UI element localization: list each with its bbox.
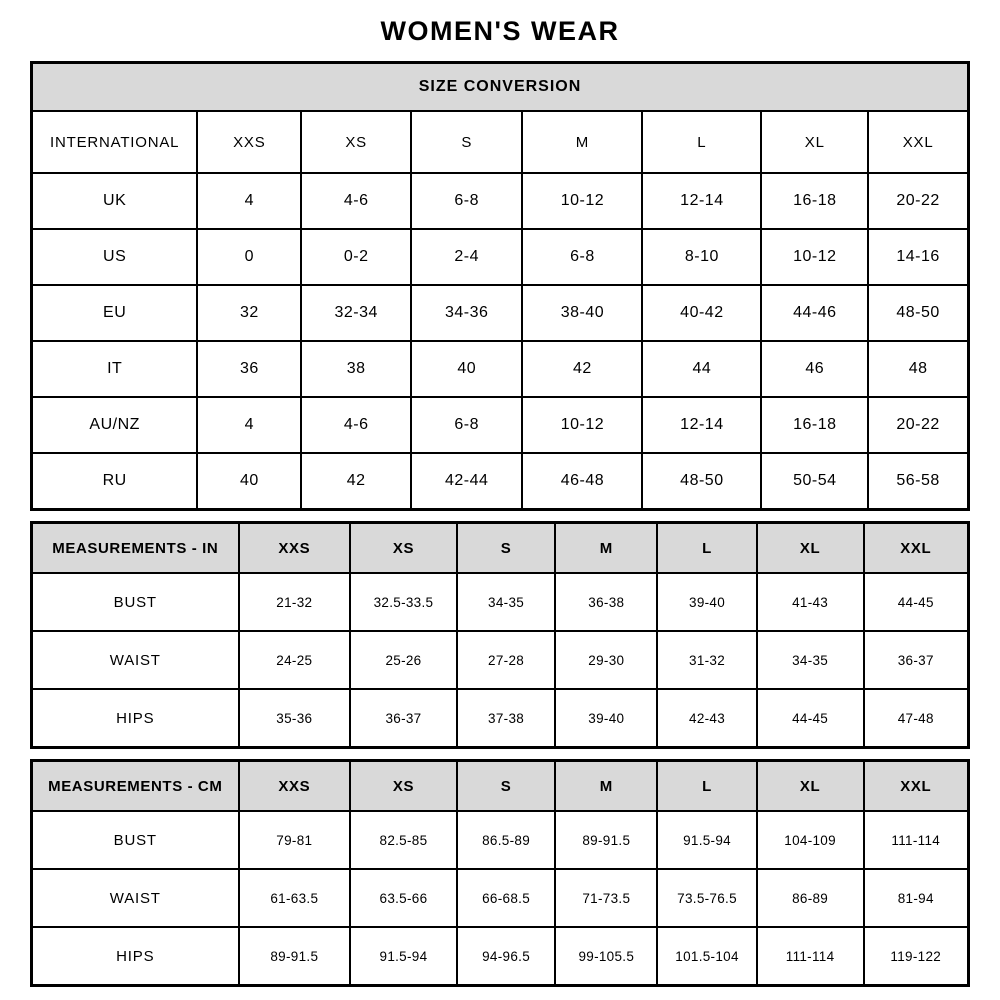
table-row bbox=[32, 229, 969, 285]
column-header: XXL bbox=[868, 111, 968, 173]
size-value: 46 bbox=[761, 341, 868, 397]
measurements-cm-table bbox=[30, 759, 970, 987]
size-value: 50-54 bbox=[761, 453, 868, 510]
measurement-value: 47-48 bbox=[864, 689, 969, 748]
measurement-value: 81-94 bbox=[864, 869, 969, 927]
size-value: 10-12 bbox=[761, 229, 868, 285]
column-header: XS bbox=[301, 111, 411, 173]
measurement-value: 36-38 bbox=[555, 573, 657, 631]
size-value: 20-22 bbox=[868, 173, 968, 229]
size-value: 38 bbox=[301, 341, 411, 397]
measurement-value: 34-35 bbox=[457, 573, 555, 631]
row-label: RU bbox=[32, 453, 198, 510]
table-row bbox=[32, 341, 969, 397]
size-value: 44 bbox=[642, 341, 761, 397]
size-value: 34-36 bbox=[411, 285, 523, 341]
size-value: 4-6 bbox=[301, 173, 411, 229]
spacer bbox=[30, 749, 970, 759]
measurement-value: 119-122 bbox=[864, 927, 969, 986]
row-label: BUST bbox=[32, 573, 239, 631]
size-value: 40-42 bbox=[642, 285, 761, 341]
size-value: 32-34 bbox=[301, 285, 411, 341]
measurement-value: 111-114 bbox=[864, 811, 969, 869]
table-row bbox=[32, 285, 969, 341]
measurements-in-table bbox=[30, 521, 970, 749]
size-value: 44-46 bbox=[761, 285, 868, 341]
size-value: 12-14 bbox=[642, 173, 761, 229]
measurement-value: 32.5-33.5 bbox=[350, 573, 457, 631]
column-header: S bbox=[457, 761, 555, 812]
measurement-value: 89-91.5 bbox=[555, 811, 657, 869]
measurement-value: 21-32 bbox=[239, 573, 351, 631]
size-value: 48-50 bbox=[642, 453, 761, 510]
size-value: 40 bbox=[411, 341, 523, 397]
table-row bbox=[32, 869, 969, 927]
column-header: L bbox=[657, 523, 756, 574]
measurement-value: 104-109 bbox=[757, 811, 864, 869]
size-value: 0 bbox=[197, 229, 301, 285]
size-value: 6-8 bbox=[411, 173, 523, 229]
size-value: 2-4 bbox=[411, 229, 523, 285]
row-label: WAIST bbox=[32, 631, 239, 689]
measurement-value: 36-37 bbox=[864, 631, 969, 689]
column-header: M bbox=[555, 523, 657, 574]
row-label: WAIST bbox=[32, 869, 239, 927]
table-row bbox=[32, 453, 969, 510]
measurement-value: 44-45 bbox=[757, 689, 864, 748]
measurement-value: 27-28 bbox=[457, 631, 555, 689]
measurement-value: 34-35 bbox=[757, 631, 864, 689]
measurement-value: 66-68.5 bbox=[457, 869, 555, 927]
size-value: 48 bbox=[868, 341, 968, 397]
size-value: 12-14 bbox=[642, 397, 761, 453]
column-header: L bbox=[657, 761, 756, 812]
column-header: XS bbox=[350, 523, 457, 574]
measurement-value: 44-45 bbox=[864, 573, 969, 631]
column-header: S bbox=[411, 111, 523, 173]
row-label: UK bbox=[32, 173, 198, 229]
column-header: XL bbox=[757, 523, 864, 574]
size-value: 4-6 bbox=[301, 397, 411, 453]
size-value: 38-40 bbox=[522, 285, 642, 341]
table-row bbox=[32, 689, 969, 748]
column-header: M bbox=[555, 761, 657, 812]
table-row bbox=[32, 927, 969, 986]
measurement-value: 35-36 bbox=[239, 689, 351, 748]
row-label: EU bbox=[32, 285, 198, 341]
measurements-cm-title: MEASUREMENTS - CM bbox=[32, 761, 239, 812]
measurement-value: 42-43 bbox=[657, 689, 756, 748]
measurement-value: 82.5-85 bbox=[350, 811, 457, 869]
measurement-value: 37-38 bbox=[457, 689, 555, 748]
measurement-value: 29-30 bbox=[555, 631, 657, 689]
size-value: 14-16 bbox=[868, 229, 968, 285]
size-conversion-title: SIZE CONVERSION bbox=[32, 63, 969, 112]
column-header: INTERNATIONAL bbox=[32, 111, 198, 173]
column-header: XXS bbox=[239, 523, 351, 574]
size-value: 0-2 bbox=[301, 229, 411, 285]
size-value: 20-22 bbox=[868, 397, 968, 453]
column-header: XXL bbox=[864, 523, 969, 574]
measurement-value: 101.5-104 bbox=[657, 927, 756, 986]
measurement-value: 31-32 bbox=[657, 631, 756, 689]
measurement-value: 73.5-76.5 bbox=[657, 869, 756, 927]
measurement-value: 36-37 bbox=[350, 689, 457, 748]
measurement-value: 91.5-94 bbox=[350, 927, 457, 986]
size-value: 46-48 bbox=[522, 453, 642, 510]
size-value: 42 bbox=[522, 341, 642, 397]
column-header: M bbox=[522, 111, 642, 173]
measurement-value: 71-73.5 bbox=[555, 869, 657, 927]
column-header: XL bbox=[761, 111, 868, 173]
measurement-value: 99-105.5 bbox=[555, 927, 657, 986]
measurement-value: 79-81 bbox=[239, 811, 351, 869]
size-value: 40 bbox=[197, 453, 301, 510]
measurement-value: 91.5-94 bbox=[657, 811, 756, 869]
table-row bbox=[32, 173, 969, 229]
table-row bbox=[32, 397, 969, 453]
size-value: 42 bbox=[301, 453, 411, 510]
measurement-value: 61-63.5 bbox=[239, 869, 351, 927]
table-row bbox=[32, 631, 969, 689]
column-header: XXS bbox=[197, 111, 301, 173]
size-value: 16-18 bbox=[761, 397, 868, 453]
size-value: 16-18 bbox=[761, 173, 868, 229]
row-label: HIPS bbox=[32, 927, 239, 986]
measurement-value: 24-25 bbox=[239, 631, 351, 689]
measurements-in-title: MEASUREMENTS - IN bbox=[32, 523, 239, 574]
table-header-row bbox=[32, 761, 969, 812]
measurement-value: 86.5-89 bbox=[457, 811, 555, 869]
table-header-row bbox=[32, 523, 969, 574]
measurement-value: 39-40 bbox=[555, 689, 657, 748]
measurement-value: 39-40 bbox=[657, 573, 756, 631]
spacer bbox=[30, 511, 970, 521]
row-label: IT bbox=[32, 341, 198, 397]
size-value: 32 bbox=[197, 285, 301, 341]
measurement-value: 25-26 bbox=[350, 631, 457, 689]
size-value: 4 bbox=[197, 397, 301, 453]
size-value: 36 bbox=[197, 341, 301, 397]
table-row bbox=[32, 811, 969, 869]
size-value: 10-12 bbox=[522, 173, 642, 229]
size-conversion-table bbox=[30, 61, 970, 511]
size-value: 48-50 bbox=[868, 285, 968, 341]
column-header: XS bbox=[350, 761, 457, 812]
measurement-value: 86-89 bbox=[757, 869, 864, 927]
table-row bbox=[32, 573, 969, 631]
measurement-value: 111-114 bbox=[757, 927, 864, 986]
size-value: 6-8 bbox=[411, 397, 523, 453]
size-value: 56-58 bbox=[868, 453, 968, 510]
row-label: HIPS bbox=[32, 689, 239, 748]
page-title: WOMEN'S WEAR bbox=[380, 16, 620, 46]
size-value: 8-10 bbox=[642, 229, 761, 285]
column-header-row bbox=[32, 111, 969, 173]
column-header: XXL bbox=[864, 761, 969, 812]
size-value: 42-44 bbox=[411, 453, 523, 510]
measurement-value: 94-96.5 bbox=[457, 927, 555, 986]
size-value: 10-12 bbox=[522, 397, 642, 453]
size-value: 6-8 bbox=[522, 229, 642, 285]
size-value: 4 bbox=[197, 173, 301, 229]
measurement-value: 89-91.5 bbox=[239, 927, 351, 986]
column-header: XL bbox=[757, 761, 864, 812]
column-header: L bbox=[642, 111, 761, 173]
table-header-row bbox=[32, 63, 969, 112]
row-label: AU/NZ bbox=[32, 397, 198, 453]
measurement-value: 41-43 bbox=[757, 573, 864, 631]
measurement-value: 63.5-66 bbox=[350, 869, 457, 927]
row-label: US bbox=[32, 229, 198, 285]
row-label: BUST bbox=[32, 811, 239, 869]
column-header: XXS bbox=[239, 761, 351, 812]
column-header: S bbox=[457, 523, 555, 574]
